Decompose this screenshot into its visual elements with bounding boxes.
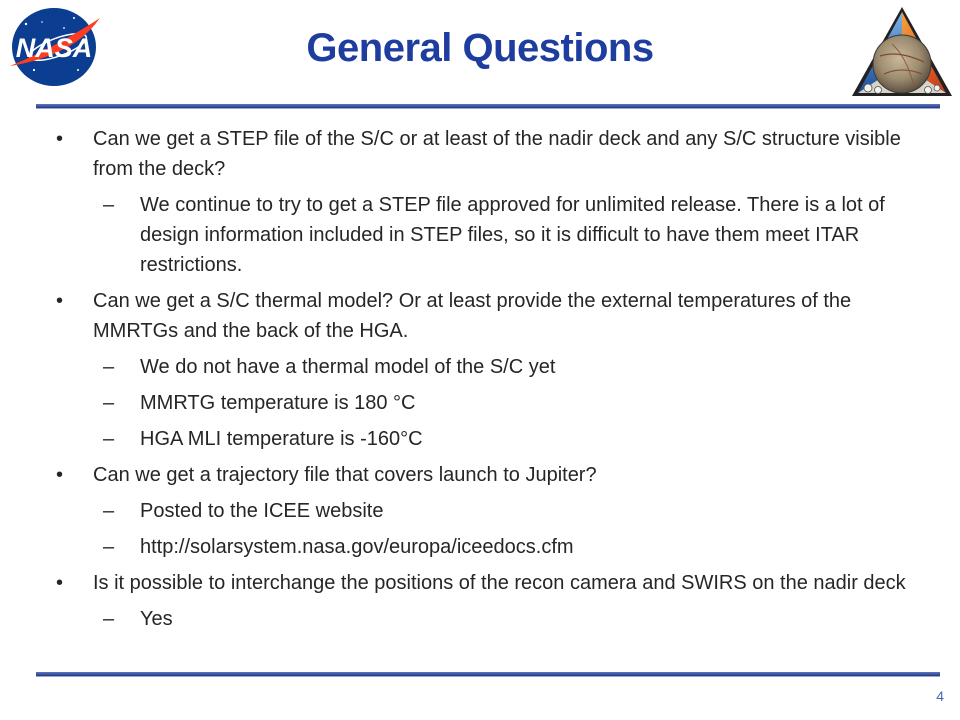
dash-marker: – [103,392,115,414]
answer-item [103,424,916,454]
slide-content [56,124,916,640]
dash-marker: – [103,536,115,558]
answer-text: Yes [140,608,173,630]
dash-marker: – [103,356,115,378]
answer-item [103,496,916,526]
bullet-marker: • [56,290,64,312]
question-text: Can we get a S/C thermal model? Or at least provide the external temperatures of the MMRTGs and the back of the HGA. [93,290,852,342]
question-item [56,286,916,346]
bullet-marker: • [56,572,64,594]
answer-text: MMRTG temperature is 180 °C [140,392,416,414]
nasa-logo [4,4,104,88]
answer-text: HGA MLI temperature is -160°C [140,428,423,450]
answer-item [103,388,916,418]
question-text: Can we get a STEP file of the S/C or at least of the nadir deck and any S/C structure visible from the deck? [93,128,901,180]
bullet-marker: • [56,464,64,486]
question-item [56,568,916,598]
title-divider [36,104,940,109]
nasa-logo-text: NASA [15,33,93,63]
page-number: 4 [936,688,944,704]
question-text: Can we get a trajectory file that covers launch to Jupiter? [93,464,597,486]
dash-marker: – [103,428,115,450]
footer-divider [36,672,940,677]
europa-mission-logo [848,4,956,100]
bullet-marker: • [56,128,64,150]
answer-item [103,190,916,280]
answer-item [103,604,916,634]
answer-text: We do not have a thermal model of the S/C yet [140,356,556,378]
answer-url: http://solarsystem.nasa.gov/europa/iceedocs.cfm [140,536,574,558]
dash-marker: – [103,608,115,630]
answer-item [103,532,916,562]
question-item [56,460,916,490]
dash-marker: – [103,500,115,522]
answer-text: We continue to try to get a STEP file approved for unlimited release. There is a lot of design information included in STEP files, so it is difficult to have them meet ITAR restrictions. [140,194,885,276]
question-item [56,124,916,184]
answer-text: Posted to the ICEE website [140,500,384,522]
answer-item [103,352,916,382]
dash-marker: – [103,194,115,216]
slide-title: General Questions [306,26,654,70]
question-text: Is it possible to interchange the positions of the recon camera and SWIRS on the nadir deck [93,572,906,594]
